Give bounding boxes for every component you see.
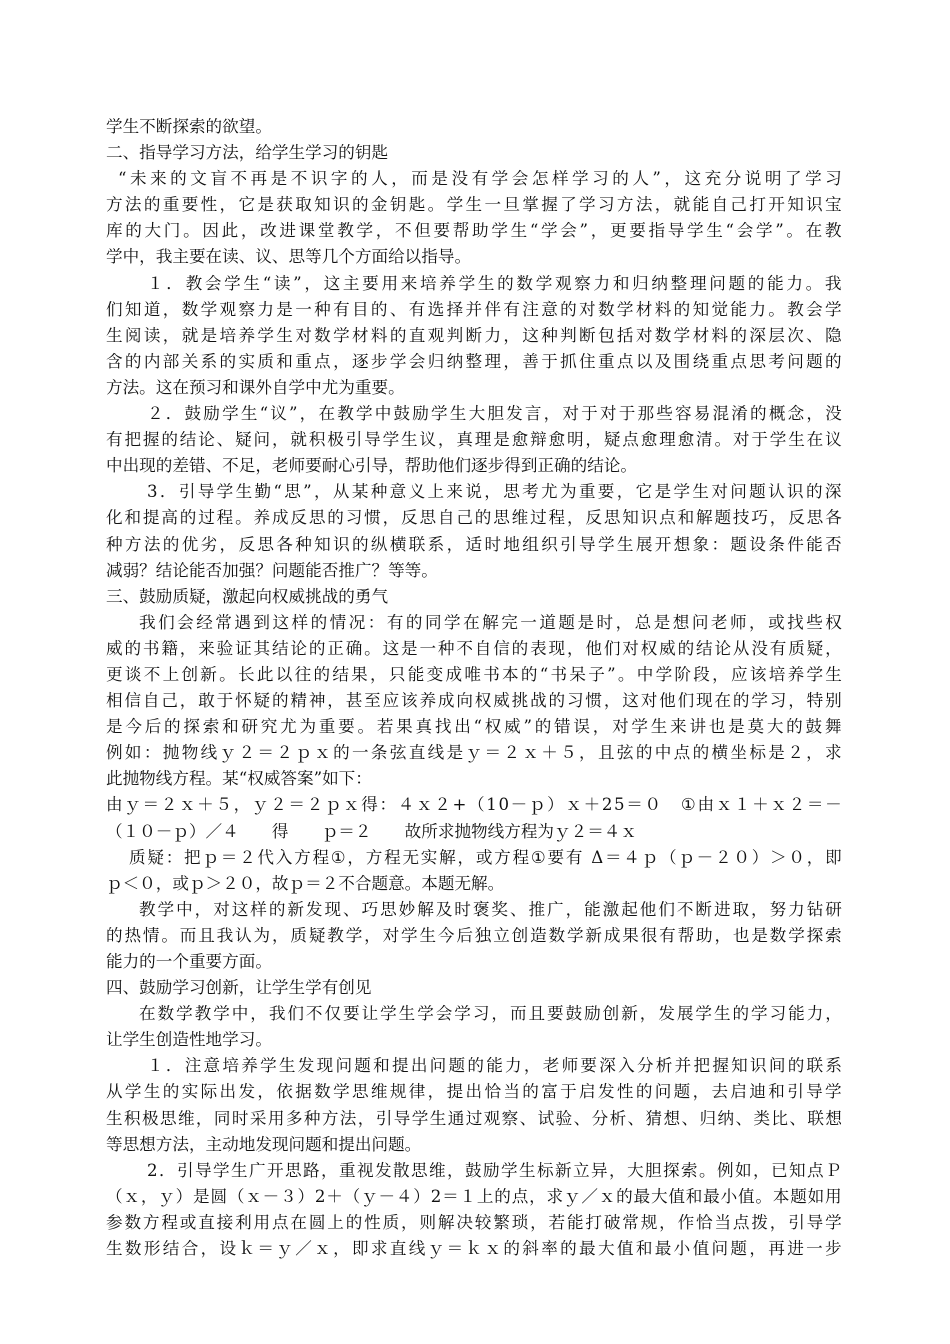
text-line: 的 热 情 。 而 且 我 认 为 ， 质 疑 教 学 ， 对 学 生 今 后 独 立 创 造 数 学 新 成 果 很 有 帮 助 ， 也 是 数 学 探 索 xyxy=(106,925,842,945)
text-line: 生 数 形 结 合 ， 设 ｋ ＝ ｙ ／ ｘ ， 即 求 直 线 ｙ ＝ ｋ ｘ 的 斜 率 的 最 大 值 和 最 小 值 问 题 ， 再 进 一 步 xyxy=(106,1239,842,1259)
text-line: 3 ． 引 导 学 生 勤 “ 思 ” ， 从 某 种 意 义 上 来 说 ， 思 考 尤 为 重 要 ， 它 是 学 生 对 问 题 认 识 的 深 xyxy=(147,482,842,502)
text-line: 等思想方法，主动地发现问题和提出问题。 xyxy=(106,1134,422,1154)
text-line: 我 们 会 经 常 遇 到 这 样 的 情 况 ： 有 的 同 学 在 解 完 一 道 题 是 时 ， 总 是 想 问 老 师 ， 或 找 些 权 xyxy=(139,612,842,632)
text-line: 更 谈 不 上 创 新 。 长 此 以 往 的 结 果 ， 只 能 变 成 唯 书 本 的 “ 书 呆 子 ” 。 中 学 阶 段 ， 应 该 培 养 学 生 xyxy=(106,664,842,684)
text-line: 能力的一个重要方面。 xyxy=(106,952,272,971)
document-page xyxy=(106,114,842,1262)
text-line: 由 ｙ ＝ ２ ｘ ＋ ５ ， ｙ ２ ＝ ２ ｐ ｘ 得 ： ４ ｘ ２ + （ 1 0 － ｐ ） ｘ ＋ 2 5 ＝ ０ ① 由 ｘ １ ＋ ｘ ２ ＝ － xyxy=(106,795,842,815)
text-line: 四、鼓励学习创新，让学生学有创见 xyxy=(106,978,372,998)
text-line: １ ． 教 会 学 生 “ 读 ” ， 这 主 要 用 来 培 养 学 生 的 数 学 观 察 力 和 归 纳 整 理 问 题 的 能 力 。 我 xyxy=(147,273,842,293)
text-line: 在 数 学 教 学 中 ， 我 们 不 仅 要 让 学 生 学 会 学 习 ， 而 且 要 鼓 励 创 新 ， 发 展 学 生 的 学 习 能 力 ， xyxy=(139,1004,842,1024)
text-line: 质 疑 ： 把 ｐ ＝ ２ 代 入 方 程 ① ， 方 程 无 实 解 ， 或 方 程 ① 要 有 Δ ＝ ４ ｐ （ ｐ － ２ ０ ） ＞ ０ ， 即 xyxy=(129,847,842,867)
text-line: 参 数 方 程 或 直 接 利 用 点 在 圆 上 的 性 质 ， 则 解 决 较 繁 琐 ， 若 能 打 破 常 规 ， 作 恰 当 点 拨 ， 引 导 学 xyxy=(106,1212,842,1232)
text-line: （１０－ｐ）／４ 得 ｐ＝２ 故所求抛物线方程为ｙ２＝４ｘ xyxy=(106,821,637,841)
text-line: 学中，我主要在读、议、思等几个方面给以指导。 xyxy=(106,247,472,267)
text-line: 让学生创造性地学习。 xyxy=(106,1030,272,1050)
text-line: 种 方 法 的 优 劣 ， 反 思 各 种 知 识 的 纵 横 联 系 ， 适 时 地 组 织 引 导 学 生 展 开 想 象 ： 题 设 条 件 能 否 xyxy=(106,534,842,554)
text-line: 中出现的差错、不足，老师要耐心引导，帮助他们逐步得到正确的结论。 xyxy=(106,456,637,476)
text-line: 是 今 后 的 探 索 和 研 究 尤 为 重 要 。 若 果 真 找 出 “ 权 威 ” 的 错 误 ， 对 学 生 来 讲 也 是 莫 大 的 鼓 舞 xyxy=(106,717,842,737)
text-line: 例 如 ： 抛 物 线 ｙ ２ ＝ ２ ｐ ｘ 的 一 条 弦 直 线 是 ｙ ＝ ２ ｘ ＋ ５ ， 且 弦 的 中 点 的 横 坐 标 是 ２ ， 求 xyxy=(106,743,842,763)
text-line: 生 阅 读 ， 就 是 培 养 学 生 对 数 学 材 料 的 直 观 判 断 力 ， 这 种 判 断 包 括 对 数 学 材 料 的 深 层 次 、 隐 xyxy=(106,325,842,345)
text-line: 库 的 大 门 。 因 此 ， 改 进 课 堂 教 学 ， 不 但 要 帮 助 学 生 “ 学 会 ” ， 更 要 指 导 学 生 “ 会 学 ” 。 在 教 xyxy=(106,221,842,241)
text-line: 学生不断探索的欲望。 xyxy=(106,117,272,136)
text-line: 有 把 握 的 结 论 、 疑 问 ， 就 积 极 引 导 学 生 议 ， 真 理 是 愈 辩 愈 明 ， 疑 点 愈 理 愈 清 。 对 于 学 生 在 议 xyxy=(106,430,842,450)
text-line: ｐ＜０，或ｐ＞２０，故ｐ＝２不合题意。本题无解。 xyxy=(106,873,505,893)
text-line: 从 学 生 的 实 际 出 发 ， 依 据 数 学 思 维 规 律 ， 提 出 恰 当 的 富 于 启 发 性 的 问 题 ， 去 启 迪 和 引 导 学 xyxy=(106,1082,842,1102)
text-line: “ 未 来 的 文 盲 不 再 是 不 识 字 的 人 ， 而 是 没 有 学 会 怎 样 学 习 的 人 ” ， 这 充 分 说 明 了 学 习 xyxy=(118,169,842,189)
text-line: 减弱？结论能否加强？问题能否推广？等等。 xyxy=(106,560,438,580)
text-line: 此抛物线方程。某“权威答案”如下： xyxy=(106,769,372,789)
text-line: ２ ． 鼓 励 学 生 “ 议 ” ， 在 教 学 中 鼓 励 学 生 大 胆 发 言 ， 对 于 对 于 那 些 容 易 混 淆 的 概 念 ， 没 xyxy=(147,404,842,424)
text-line: 教 学 中 ， 对 这 样 的 新 发 现 、 巧 思 妙 解 及 时 褒 奖 、 推 广 ， 能 激 起 他 们 不 断 进 取 ， 努 力 钻 研 xyxy=(139,899,842,919)
text-line: 威 的 书 籍 ， 来 验 证 其 结 论 的 正 确 。 这 是 一 种 不 自 信 的 表 现 ， 他 们 对 权 威 的 结 论 从 没 有 质 疑 ， xyxy=(106,638,842,658)
text-line: （ ｘ ， ｙ ） 是 圆 （ ｘ － ３ ） 2 ＋ （ ｙ － ４ ） 2 ＝ １ 上 的 点 ， 求 ｙ ／ ｘ 的 最 大 值 和 最 小 值 。 本 题 如 用 xyxy=(106,1186,842,1206)
text-line: 生 积 极 思 维 ， 同 时 采 用 多 种 方 法 ， 引 导 学 生 通 过 观 察 、 试 验 、 分 析 、 猜 想 、 归 纳 、 类 比 、 联 想 xyxy=(106,1108,842,1128)
text-line: 化 和 提 高 的 过 程 。 养 成 反 思 的 习 惯 ， 反 思 自 己 的 思 维 过 程 ， 反 思 知 识 点 和 解 题 技 巧 ， 反 思 各 xyxy=(106,508,842,528)
text-line: 二、指导学习方法，给学生学习的钥匙 xyxy=(106,143,389,163)
text-line: 三、鼓励质疑，激起向权威挑战的勇气 xyxy=(106,586,389,606)
text-line: 方 法 的 重 要 性 ， 它 是 获 取 知 识 的 金 钥 匙 。 学 生 一 旦 掌 握 了 学 习 方 法 ， 就 能 自 己 打 开 知 识 宝 xyxy=(106,195,842,215)
text-line: 2 ． 引 导 学 生 广 开 思 路 ， 重 视 发 散 思 维 ， 鼓 励 学 生 标 新 立 异 ， 大 胆 探 索 。 例 如 ， 已 知 点 Ｐ xyxy=(147,1160,842,1180)
text-line: 含 的 内 部 关 系 的 实 质 和 重 点 ， 逐 步 学 会 归 纳 整 理 ， 善 于 抓 住 重 点 以 及 围 绕 重 点 思 考 问 题 的 xyxy=(106,351,842,371)
text-line: 方法。这在预习和课外自学中尤为重要。 xyxy=(106,377,405,397)
text-line: 相 信 自 己 ， 敢 于 怀 疑 的 精 神 ， 甚 至 应 该 养 成 向 权 威 挑 战 的 习 惯 ， 这 对 他 们 现 在 的 学 习 ， 特 别 xyxy=(106,691,842,711)
text-line: 们 知 道 ， 数 学 观 察 力 是 一 种 有 目 的 、 有 选 择 并 伴 有 注 意 的 对 数 学 材 料 的 知 觉 能 力 。 教 会 学 xyxy=(106,299,842,319)
text-line: １ ． 注 意 培 养 学 生 发 现 问 题 和 提 出 问 题 的 能 力 ， 老 师 要 深 入 分 析 并 把 握 知 识 间 的 联 系 xyxy=(147,1056,842,1076)
